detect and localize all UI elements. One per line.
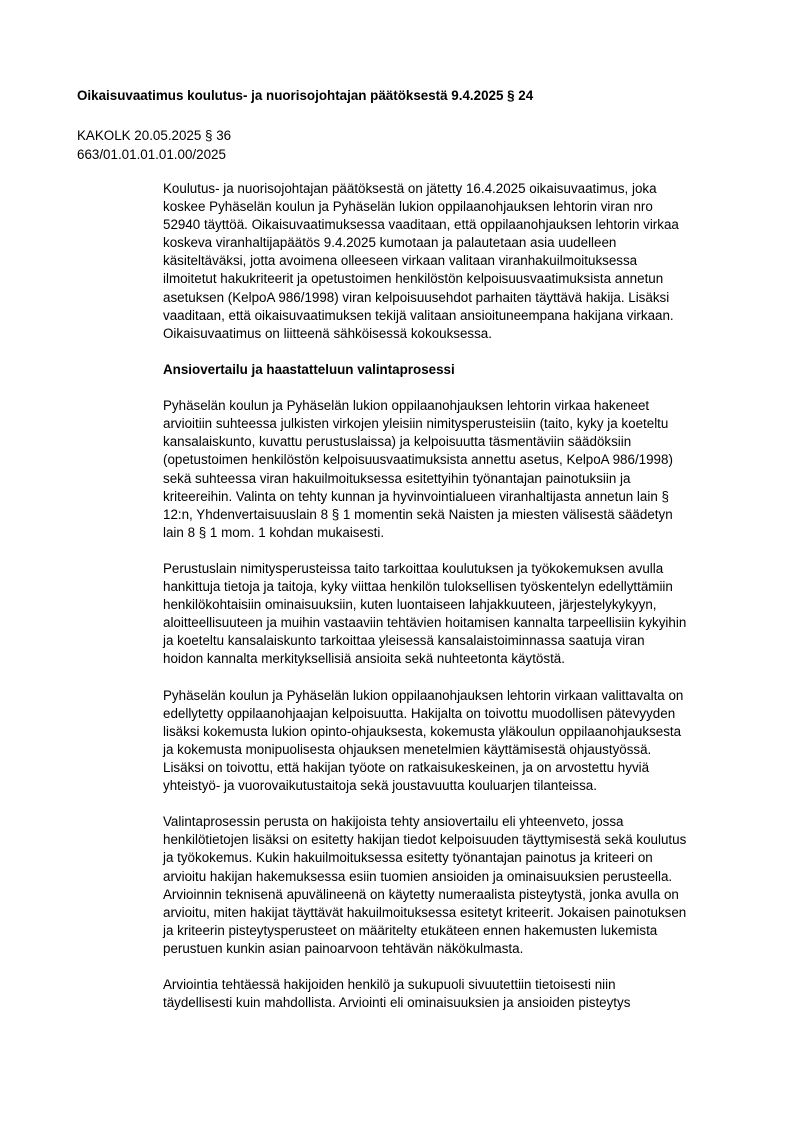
text-line: kansalaiskunto, kuvattu perustuslaissa) ja kelpoisuutta täsmentäviin säädöksiin [163,434,632,450]
text-line: 52940 täyttöä. Oikaisuvaatimuksessa vaaditaan, että oppilaanohjauksen lehtorin virkaa [163,217,679,233]
intro-paragraph [163,180,763,343]
text-line: ja työkokemus. Kukin hakuilmoituksessa esitetty työnantajan painotus ja kriteeri on [163,850,653,866]
document-title: Oikaisuvaatimus koulutus- ja nuorisojohtajan päätöksestä 9.4.2025 § 24 [77,88,534,103]
text-line: Arviointia tehtäessä hakijoiden henkilö ja sukupuoli sivuutettiin tietoisesti niin [163,977,616,993]
text-line: arvioitu hakijan hakemuksessa esiin tuomien ansioiden ja ominaisuuksien perusteella. [163,868,673,884]
text-line: aloitteellisuuteen ja muihin vastaaviin tehtävien hoitamisen kannalta tarpeellisiin kykyihin [163,615,687,631]
text-line: koskeva viranhaltijapäätös 9.4.2025 kumotaan ja palautetaan asia uudelleen [163,235,617,251]
text-line: Koulutus- ja nuorisojohtajan päätöksestä on jätetty 16.4.2025 oikaisuvaatimus, joka [163,181,657,196]
section-heading: Ansiovertailu ja haastatteluun valintaprosessi [163,361,455,377]
record-number: 663/01.01.01.01.00/2025 [77,147,226,162]
text-line: ja kokemusta monipuolisesta ohjauksen menetelmien käyttämisestä ohjaustyössä. [163,741,652,757]
text-line: perustuen kunkin asian painoarvoon tehtävän näkökulmasta. [163,940,524,956]
text-line: henkilötietojen lisäksi on esitetty hakijan tiedot kelpoisuuden täyttymisestä sekä koulutus [163,832,687,848]
text-line: Pyhäselän koulun ja Pyhäselän lukion oppilaanohjauksen lehtorin virkaan valittavalta on [163,687,684,703]
text-line: edellytetty oppilaanohjaajan kelpoisuutta. Hakijalta on toivottu muodollisen pätevyyden [163,705,676,721]
text-line: ja kriteerin pisteytysperusteet on määritelty etukäteen ennen hakemusten lukemista [163,922,658,938]
text-line: hoidon kannalta merkityksellisiä ansioita sekä nuhteetonta käytöstä. [163,651,565,667]
body-paragraph [163,397,763,542]
text-line: asetuksen (KelpoA 986/1998) viran kelpoisuusehdot parhaiten täyttävä hakija. Lisäksi [163,289,670,305]
meeting-reference: KAKOLK 20.05.2025 § 36 [77,128,232,143]
text-line: ja koeteltu kansalaiskunto tarkoittaa yleisessä kansalaistoiminnassa saatuja viran [163,633,645,649]
text-line: Arvioinnin teknisenä apuvälineenä on käytetty numeraalista pisteytystä, jonka avulla on [163,886,679,902]
text-line: Valintaprosessin perusta on hakijoista tehty ansiovertailu eli yhteenveto, jossa [163,814,624,830]
text-line: vaaditaan, että oikaisuvaatimuksen tekijä valitaan ansioituneempana hakijana virkaan. [163,307,674,323]
text-line: Lisäksi on toivottu, että hakijan työote on ratkaisukeskeinen, ja on arvostettu hyviä [163,760,650,775]
text-line: Perustuslain nimitysperusteissa taito tarkoittaa koulutuksen ja työkokemuksen avulla [163,560,664,576]
text-line: arvioitu, miten hakijat täyttävät hakuilmoituksessa esitetyt kriteerit. Jokaisen painotuksen [163,904,687,920]
text-line: (opetustoimen henkilöstön kelpoisuusvaatimuksista annettu asetus, KelpoA 986/1998) [163,452,673,468]
text-line: lisäksi kokemusta lukion opinto-ohjauksesta, kokemusta yläkoulun oppilaanohjauksesta [163,723,682,739]
text-line: yhteistyö- ja vuorovaikutustaitoja sekä joustavuutta kouluarjen tilanteissa. [163,778,597,794]
body-paragraph [163,560,763,669]
text-line: koskee Pyhäselän koulun ja Pyhäselän lukion oppilaanohjauksen lehtorin viran nro [163,199,653,215]
text-line: 12:n, Yhdenvertaisuuslain 8 § 1 momentin sekä Naisten ja miesten välisestä säädetyn [163,506,673,522]
text-line: sekä suhteessa viran hakuilmoituksessa esitettyihin työnantajan painotuksiin ja [163,470,631,486]
text-line: käsiteltäväksi, jotta avoimena olleeseen virkaan valitaan viranhakuilmoituksessa [163,253,638,269]
body-paragraph [163,687,763,796]
text-line: lain 8 § 1 mom. 1 kohdan mukaisesti. [163,524,385,540]
document-body [163,180,763,1030]
text-line: täydellisesti kuin mahdollista. Arviointi eli ominaisuuksien ja ansioiden pisteytys [163,995,631,1011]
text-line: hankittuja tietoja ja taitoja, kyky viittaa henkilön tuloksellisen työskentelyn edellyttämiin [163,579,673,595]
body-paragraph [163,976,763,1012]
body-paragraph [163,813,763,958]
document-metadata [77,126,231,164]
text-line: ilmoitetut hakukriteerit ja opetustoimen henkilöstön kelpoisuusvaatimuksista annetun [163,271,664,287]
text-line: arvioitiin suhteessa julkisten virkojen yleisiin nimitysperusteisiin (taito, kyky ja koeteltu [163,416,669,432]
text-line: Oikaisuvaatimus on liitteenä sähköisessä kokouksessa. [163,325,492,341]
text-line: henkilökohtaisiin ominaisuuksiin, kuten luontaiseen lahjakkuuteen, järjestelykykyyn, [163,597,657,613]
text-line: kriteereihin. Valinta on tehty kunnan ja hyvinvointialueen viranhaltijasta annetun lain § [163,488,669,504]
text-line: Pyhäselän koulun ja Pyhäselän lukion oppilaanohjauksen lehtorin virkaa hakeneet [163,398,650,414]
